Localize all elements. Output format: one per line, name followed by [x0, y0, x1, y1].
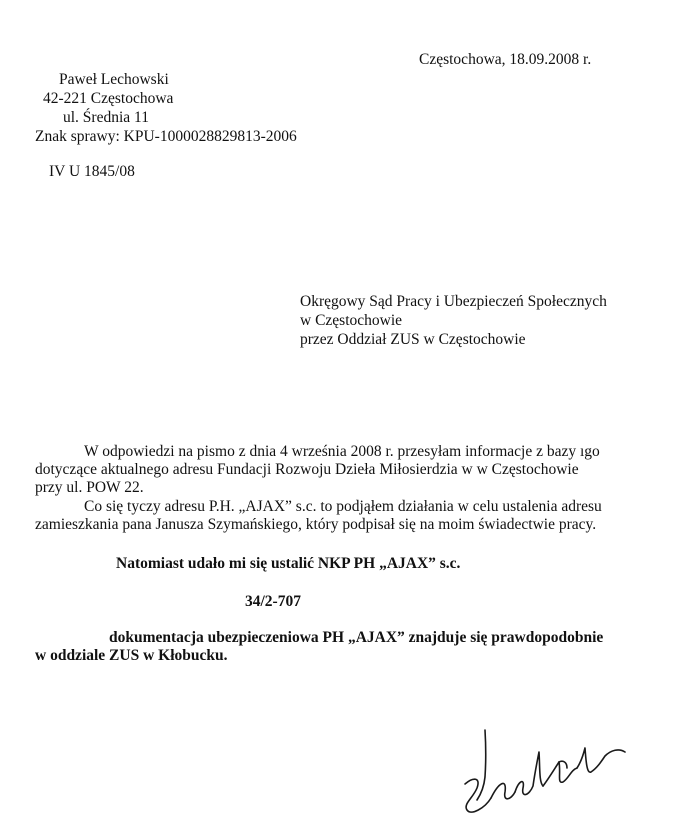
place-date: Częstochowa, 18.09.2008 r.: [419, 51, 592, 68]
case-reference: Znak sprawy: KPU-1000028829813-2006: [35, 128, 297, 145]
paragraph-2-line-2: zamieszkania pana Janusza Szymańskiego, który podpisał się na moim świadectwie pracy.: [35, 516, 597, 533]
bold-nkp-number: 34/2-707: [245, 593, 301, 610]
bold-documentation-line-2: w oddziale ZUS w Kłobucku.: [35, 647, 228, 664]
paragraph-1-line-3: przy ul. POW 22.: [35, 479, 144, 496]
handwritten-signature: [455, 722, 630, 822]
recipient-line-3: przez Oddział ZUS w Częstochowie: [300, 331, 526, 348]
sender-address-street: ul. Średnia 11: [63, 109, 149, 126]
paragraph-2-line-1: Co się tyczy adresu P.H. „AJAX” s.c. to podjąłem działania w celu ustalenia adresu: [84, 498, 602, 515]
file-number: IV U 1845/08: [49, 163, 135, 180]
bold-documentation-line-1: dokumentacja ubezpieczeniowa PH „AJAX” znajduje się prawdopodobnie: [109, 629, 604, 646]
sender-address-city: 42-221 Częstochowa: [43, 90, 174, 107]
bold-statement-nkp: Natomiast udało mi się ustalić NKP PH „AJAX” s.c.: [116, 555, 461, 572]
sender-name: Paweł Lechowski: [59, 71, 169, 88]
paragraph-1-line-1: W odpowiedzi na pismo z dnia 4 września 2008 r. przesyłam informacje z bazy ıgo: [84, 443, 600, 460]
recipient-line-2: w Częstochowie: [300, 312, 403, 329]
paragraph-1-line-2: dotyczące aktualnego adresu Fundacji Rozwoju Dzieła Miłosierdzia w w Częstochowie: [35, 461, 579, 478]
recipient-line-1: Okręgowy Sąd Pracy i Ubezpieczeń Społecznych: [300, 293, 607, 310]
